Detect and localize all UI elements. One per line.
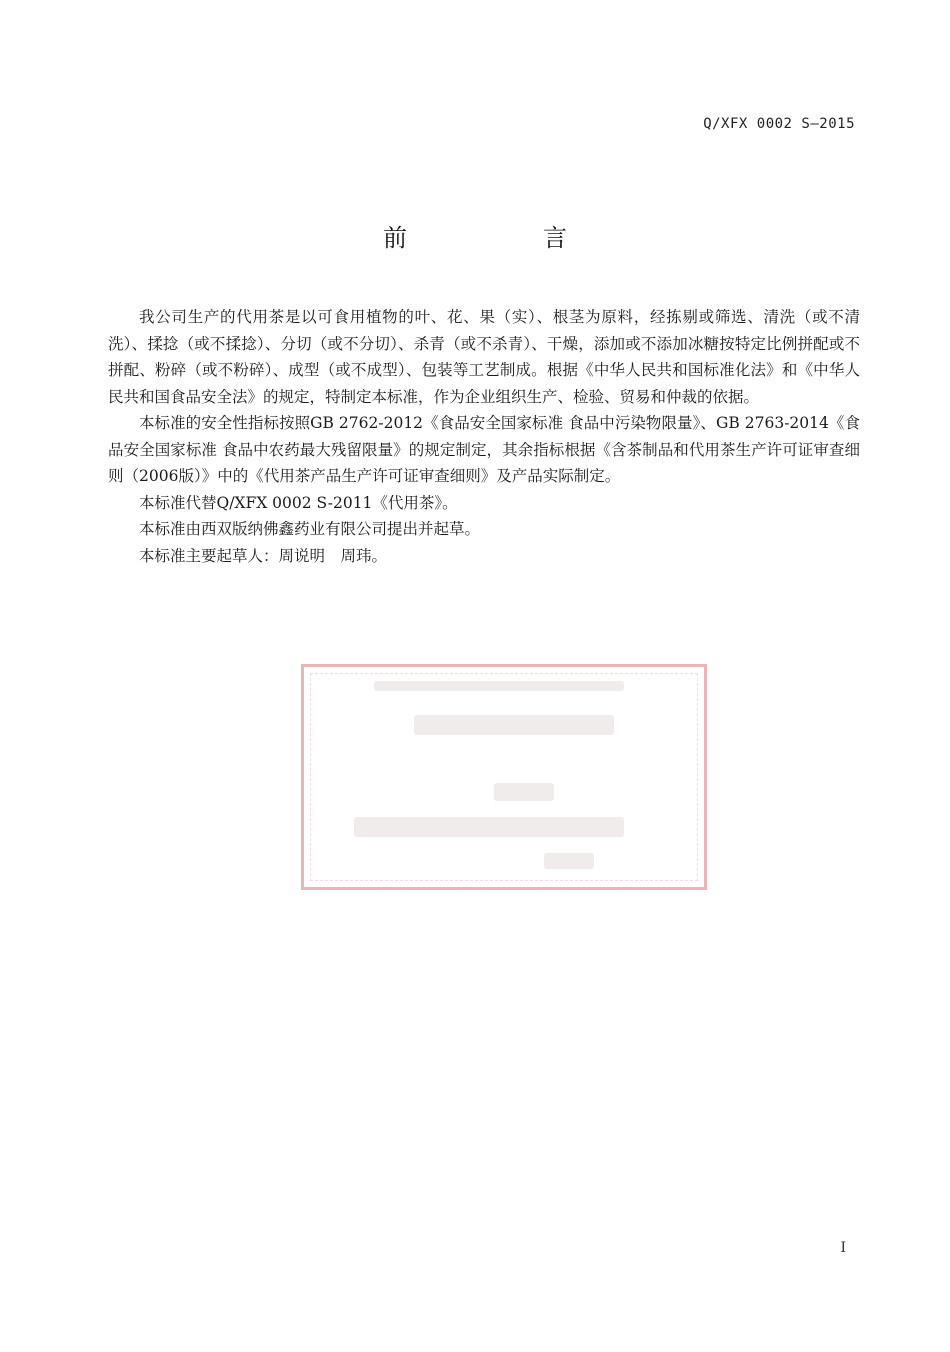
stamp-mark <box>544 853 594 869</box>
page-number: I <box>840 1240 846 1256</box>
page-title: 前 言 <box>383 224 623 252</box>
foreword-body <box>108 304 860 569</box>
paragraph-safety-indicators: 本标准的安全性指标按照GB 2762-2012《食品安全国家标准 食品中污染物限量》、GB 2763-2014《食品安全国家标准 食品中农药最大残留限量》的规定制定，其余指标根据《含茶制品和代用茶生产许可证审查细则（2006版）》中的《代用茶产品生产许可证审查细则》及产品实际制定。 <box>108 414 860 485</box>
stamp-mark <box>414 715 614 735</box>
standard-code: Q/XFX 0002 S—2015 <box>703 116 855 132</box>
paragraph-drafter-company: 本标准由西双版纳佛鑫药业有限公司提出并起草。 <box>139 520 481 538</box>
stamp-mark <box>354 817 624 837</box>
stamp-mark <box>374 681 624 691</box>
stamp-mark <box>494 783 554 801</box>
registration-stamp <box>301 664 707 890</box>
paragraph-replacement: 本标准代替Q/XFX 0002 S-2011《代用茶》。 <box>139 493 458 512</box>
paragraph-intro: 我公司生产的代用茶是以可食用植物的叶、花、果（实）、根茎为原料，经拣剔或筛选、清洗（或不清洗）、揉捻（或不揉捻）、分切（或不分切）、杀青（或不杀青）、干燥，添加或不添加冰糖按特定比例拼配或不拼配、粉碎（或不粉碎）、成型（或不成型）、包装等工艺制成。根据《中华人民共和国标准化法》和《中华人民共和国食品安全法》的规定，特制定本标准，作为企业组织生产、检验、贸易和仲裁的依据。 <box>108 308 860 406</box>
paragraph-drafters: 本标准主要起草人：周说明 周玮。 <box>139 546 388 565</box>
